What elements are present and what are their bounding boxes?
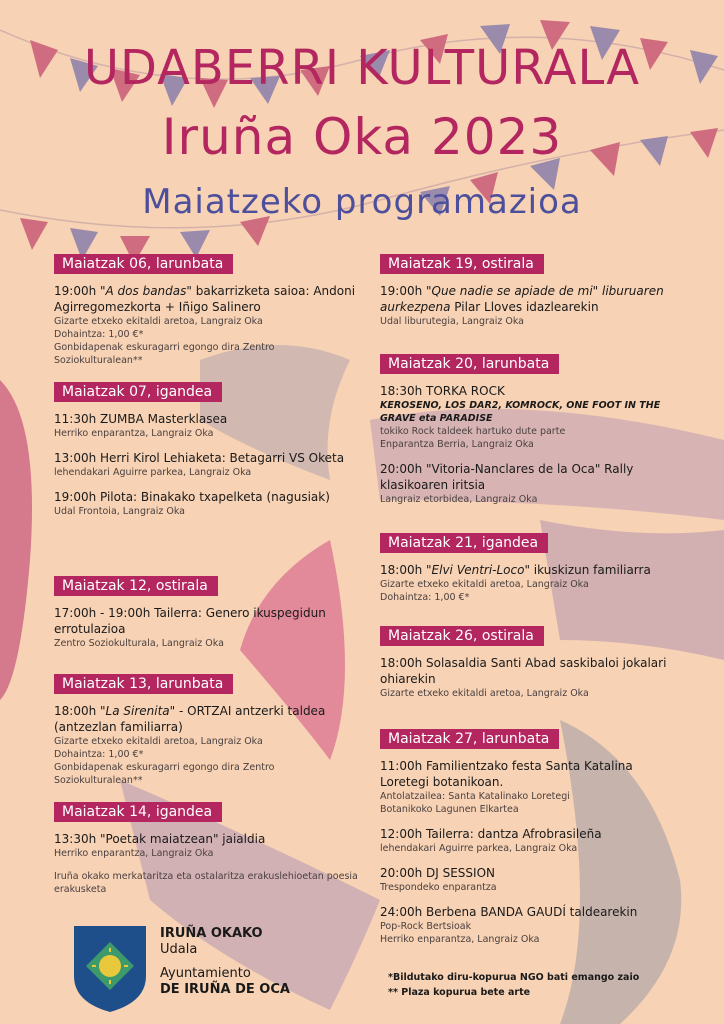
event-title-italic: "Elvi Ventri-Loco" (426, 563, 530, 577)
event-title-pre: 18:30h TORKA ROCK (380, 384, 505, 398)
org-name-spanish: DE IRUÑA DE OCA (160, 982, 290, 997)
event-detail: Dohaintza: 1,00 €* (54, 749, 144, 760)
event-detail: Gizarte etxeko ekitaldi aretoa, Langraiz Oka (380, 688, 589, 699)
event-detail: Botanikoko Lagunen Elkartea (380, 804, 519, 815)
municipality-name (160, 926, 290, 998)
day-block (54, 381, 344, 528)
event-detail: Gonbidapenak eskuragarri egongo dira Zentro Soziokulturalean** (54, 342, 275, 366)
event-title-post: - ORTZAI antzerki taldea (antzezlan familiarra) (54, 704, 326, 734)
day-header: Maiatzak 14, igandea (54, 802, 222, 822)
event-title-italic: "A dos bandas" (100, 284, 192, 298)
org-name-basque: IRUÑA OKAKO (160, 926, 263, 941)
day-header: Maiatzak 13, larunbata (54, 674, 233, 694)
event-title-pre: 12:00h Tailerra: dantza Afrobrasileña (380, 827, 602, 841)
event-title (380, 865, 680, 881)
event-item (380, 758, 680, 816)
page-title: UDABERRI KULTURALA (83, 40, 641, 96)
org-type-basque: Udala (160, 942, 198, 957)
event-detail: Herriko enparantza, Langraiz Oka (54, 428, 214, 439)
event-title-post: Pilar Lloves idazlearekin (450, 300, 599, 314)
event-item (54, 703, 364, 787)
day-block (54, 801, 364, 906)
event-item (380, 655, 680, 700)
event-title-post: bakarrizketa saioa: Andoni Agirregomezkorta + Iñigo Salinero (54, 284, 356, 314)
day-header: Maiatzak 21, igandea (380, 533, 548, 553)
event-title-pre: 11:30h ZUMBA Masterklasea (54, 412, 228, 426)
event-title-pre: 13:30h "Poetak maiatzean" jaialdia (54, 832, 266, 846)
event-item (54, 411, 344, 440)
event-title (380, 461, 680, 493)
event-detail: Dohaintza: 1,00 €* (380, 592, 470, 603)
day-block (380, 353, 680, 516)
event-title (380, 904, 680, 920)
day-header: Maiatzak 27, larunbata (380, 729, 559, 749)
event-detail: Langraiz etorbidea, Langraiz Oka (380, 494, 538, 505)
event-title (54, 831, 364, 847)
event-title-pre: 20:00h DJ SESSION (380, 866, 495, 880)
event-detail: Gizarte etxeko ekitaldi aretoa, Langraiz Oka (54, 736, 263, 747)
event-title (54, 605, 364, 637)
day-block (380, 253, 680, 338)
event-item (54, 605, 364, 650)
event-detail: Pop-Rock Bertsioak (380, 921, 472, 932)
event-title (380, 383, 680, 399)
event-title-pre: 19:00h (380, 284, 427, 298)
day-block (380, 532, 651, 614)
event-item (380, 865, 680, 894)
event-detail: Udal Frontoia, Langraiz Oka (54, 506, 185, 517)
event-detail: Iruña okako merkataritza eta ostalaritza erakuslehioetan poesia erakusketa (54, 871, 358, 895)
event-item (380, 383, 680, 451)
event-item (54, 489, 344, 518)
event-title (54, 703, 364, 735)
event-title-pre: 19:00h Pilota: Binakako txapelketa (nagusiak) (54, 490, 330, 504)
event-title (380, 826, 680, 842)
event-detail: Gizarte etxeko ekitaldi aretoa, Langraiz Oka (380, 579, 589, 590)
event-title (54, 450, 344, 466)
event-item (54, 450, 344, 479)
event-item (54, 870, 364, 896)
day-header: Maiatzak 19, ostirala (380, 254, 544, 274)
event-title-post: ikuskizun familiarra (529, 563, 651, 577)
event-item (54, 283, 364, 367)
event-item (380, 904, 680, 946)
event-title-pre: 11:00h Familientzako festa Santa Katalina Loretegi botanikoan. (380, 759, 633, 789)
event-bands: KEROSENO, LOS DAR2, KOMROCK, ONE FOOT IN THE GRAVE eta PARADISE (380, 400, 661, 424)
event-detail: Gizarte etxeko ekitaldi aretoa, Langraiz Oka (54, 316, 263, 327)
event-detail: Herriko enparantza, Langraiz Oka (54, 848, 214, 859)
day-header: Maiatzak 07, igandea (54, 382, 222, 402)
footnote-donation: *Bildutako diru-kopurua NGO bati emango zaio (388, 972, 640, 983)
event-title (380, 655, 680, 687)
day-header: Maiatzak 06, larunbata (54, 254, 233, 274)
event-title-pre: 24:00h Berbena BANDA GAUDÍ taldearekin (380, 905, 638, 919)
event-item (380, 826, 680, 855)
footnote-seats: ** Plaza kopurua bete arte (388, 987, 531, 998)
event-title-pre: 13:00h Herri Kirol Lehiaketa: Betagarri VS Oketa (54, 451, 345, 465)
event-detail: Dohaintza: 1,00 €* (54, 329, 144, 340)
event-title (380, 283, 680, 315)
day-block (54, 575, 364, 660)
day-block (380, 625, 680, 710)
municipal-logo-icon (70, 922, 150, 1014)
footnotes (388, 970, 639, 1000)
event-detail: Antolatzailea: Santa Katalinako Loretegi (380, 791, 570, 802)
day-header: Maiatzak 12, ostirala (54, 576, 218, 596)
event-title-italic: "La Sirenita" (100, 704, 176, 718)
event-detail: Gonbidapenak eskuragarri egongo dira Zentro Soziokulturalean** (54, 762, 275, 786)
event-title (54, 283, 364, 315)
event-title-pre: 19:00h (54, 284, 101, 298)
day-block (54, 673, 364, 797)
org-type-spanish: Ayuntamiento (160, 966, 251, 981)
event-detail: lehendakari Aguirre parkea, Langraiz Oka (54, 467, 252, 478)
event-detail: tokiko Rock taldeek hartuko dute parte (380, 426, 566, 437)
event-title-pre: 18:00h (380, 563, 427, 577)
event-detail: Udal liburutegia, Langraiz Oka (380, 316, 524, 327)
event-title (380, 758, 680, 790)
event-title-pre: 18:00h Solasaldia Santi Abad saskibaloi jokalari ohiarekin (380, 656, 667, 686)
event-item (380, 562, 651, 604)
day-block (380, 728, 680, 956)
day-block (54, 253, 364, 377)
page-subtitle: Maiatzeko programazioa (142, 182, 582, 222)
page-title-year: Iruña Oka 2023 (161, 108, 563, 166)
event-title (54, 489, 344, 505)
event-detail: Herriko enparantza, Langraiz Oka (380, 934, 540, 945)
event-title-pre: 17:00h - 19:00h Tailerra: Genero ikuspegidun errotulazioa (54, 606, 326, 636)
event-detail: Trespondeko enparantza (380, 882, 497, 893)
event-title-pre: 20:00h "Vitoria-Nanclares de la Oca" Rally klasikoaren iritsia (380, 462, 634, 492)
event-item (380, 283, 680, 328)
event-title-pre: 18:00h (54, 704, 101, 718)
event-detail: lehendakari Aguirre parkea, Langraiz Oka (380, 843, 578, 854)
event-item (54, 831, 364, 860)
event-title (54, 411, 344, 427)
day-header: Maiatzak 26, ostirala (380, 626, 544, 646)
event-title-italic: "Que nadie se apiade de mi" liburuaren aurkezpena (380, 284, 664, 314)
event-detail: Zentro Soziokulturala, Langraiz Oka (54, 638, 224, 649)
event-title (380, 562, 651, 578)
event-detail: Enparantza Berria, Langraiz Oka (380, 439, 534, 450)
event-item (380, 461, 680, 506)
day-header: Maiatzak 20, larunbata (380, 354, 559, 374)
